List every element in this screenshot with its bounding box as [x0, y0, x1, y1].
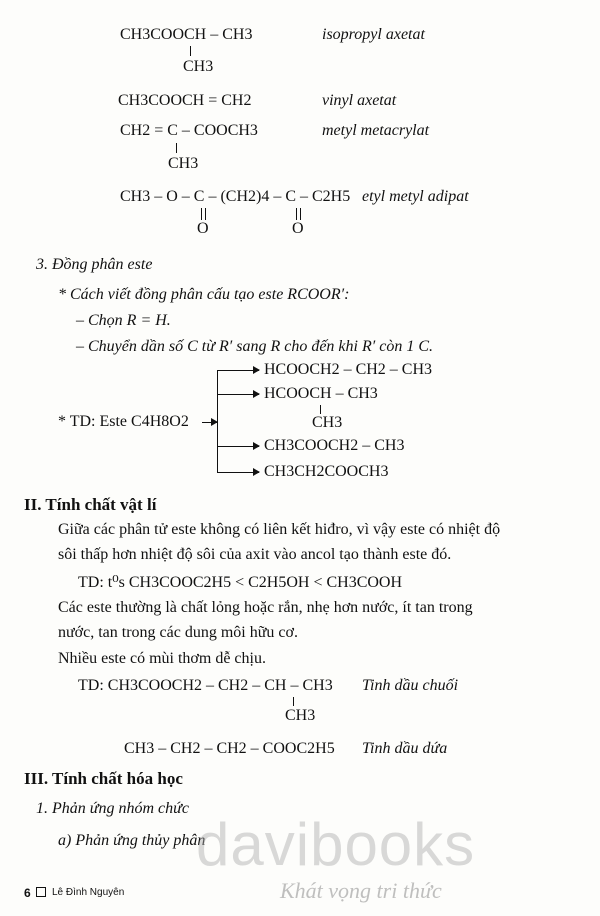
- double-bond: [296, 208, 297, 220]
- section-title-hoa-hoc: III. Tính chất hóa học: [24, 769, 183, 788]
- branch-ch3: CH3: [312, 414, 343, 431]
- section-title-dong-phan: 3. Đồng phân este: [36, 256, 153, 273]
- oxygen-label: O: [197, 220, 209, 237]
- formula-etyl-metyl-adipat: CH3 – O – C – (CH2)4 – C – C2H5: [120, 188, 351, 205]
- author-name: Lê Đình Nguyên: [52, 887, 125, 898]
- example-boiling-point: TD: t⁰s CH3COOC2H5 < C2H5OH < CH3COOH: [78, 574, 403, 591]
- arrow-icon: [217, 472, 259, 473]
- name-tinh-dau-dua: Tinh dầu dứa: [362, 740, 448, 757]
- isomer-2: HCOOCH – CH3: [264, 385, 378, 402]
- paragraph-line: nước, tan trong các dung môi hữu cơ.: [58, 624, 298, 641]
- step-chuyen-dan: – Chuyển dần số C từ R′ sang R cho đến khi R′ còn 1 C.: [76, 338, 434, 355]
- formula-isopropyl-axetat: CH3COOCH – CH3: [120, 26, 253, 43]
- paragraph-line: Các este thường là chất lỏng hoặc rắn, nhẹ hơn nước, ít tan trong: [58, 599, 473, 616]
- bond-line: [176, 143, 177, 153]
- paragraph-line: sôi thấp hơn nhiệt độ sôi của axit vào ancol tạo thành este đó.: [58, 546, 452, 563]
- subsection-thuy-phan: a) Phản ứng thủy phân: [58, 832, 206, 849]
- bond-line: [320, 405, 321, 414]
- double-bond: [205, 208, 206, 220]
- example-label: * TD: Este C4H8O2: [58, 413, 189, 430]
- name-vinyl-axetat: vinyl axetat: [322, 92, 397, 109]
- connector-line: [202, 422, 217, 423]
- step-chon-r: – Chọn R = H.: [76, 312, 171, 329]
- oxygen-label: O: [292, 220, 304, 237]
- name-tinh-dau-chuoi: Tinh dầu chuối: [362, 677, 459, 694]
- paragraph-line: Nhiều este có mùi thơm dễ chịu.: [58, 650, 266, 667]
- isomer-1: HCOOCH2 – CH2 – CH3: [264, 361, 433, 378]
- bond-line: [293, 697, 294, 706]
- formula-metyl-metacrylat: CH2 = C – COOCH3: [120, 122, 258, 139]
- isomer-4: CH3CH2COOCH3: [264, 463, 389, 480]
- branch-ch3: CH3: [168, 155, 199, 172]
- double-bond: [300, 208, 301, 220]
- bond-line: [190, 46, 191, 56]
- name-metyl-metacrylat: metyl metacrylat: [322, 122, 430, 139]
- paragraph-line: Giữa các phân tử este không có liên kết hiđro, vì vậy este có nhiệt độ: [58, 521, 501, 538]
- watermark-brand: davibooks: [196, 811, 476, 878]
- section-title-vat-li: II. Tính chất vật lí: [24, 495, 157, 514]
- formula-vinyl-axetat: CH3COOCH = CH2: [118, 92, 252, 109]
- branch-ch3: CH3: [285, 707, 316, 724]
- name-etyl-metyl-adipat: etyl metyl adipat: [362, 188, 469, 205]
- name-isopropyl-axetat: isopropyl axetat: [322, 26, 425, 43]
- arrow-icon: [217, 370, 259, 371]
- page-number: 6: [24, 886, 31, 900]
- branch-ch3: CH3: [183, 58, 214, 75]
- logo-icon: [36, 887, 46, 897]
- double-bond: [201, 208, 202, 220]
- formula-tinh-dau-dua: CH3 – CH2 – CH2 – COOC2H5: [124, 740, 335, 757]
- arrow-icon: [217, 446, 259, 447]
- isomer-3: CH3COOCH2 – CH3: [264, 437, 405, 454]
- watermark-slogan: Khát vọng tri thức: [280, 878, 442, 903]
- bullet-cach-viet: * Cách viết đồng phân cấu tạo este RCOOR′:: [58, 286, 350, 303]
- bracket-line: [217, 370, 218, 473]
- formula-tinh-dau-chuoi: TD: CH3COOCH2 – CH2 – CH – CH3: [78, 677, 333, 694]
- arrow-icon: [217, 394, 259, 395]
- subsection-phan-ung-nhom-chuc: 1. Phản ứng nhóm chức: [36, 800, 189, 817]
